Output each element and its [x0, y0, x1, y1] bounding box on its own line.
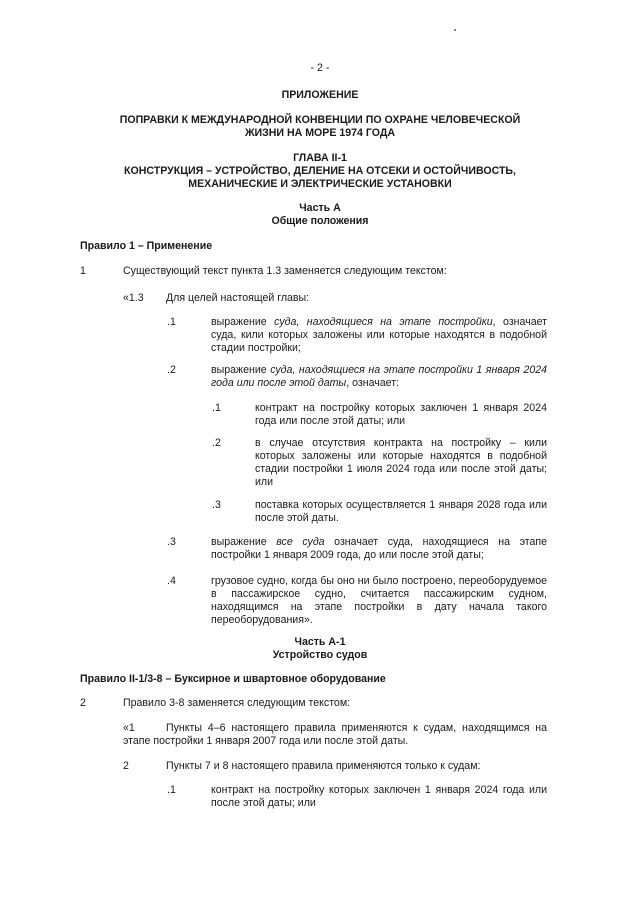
scan-speck — [454, 29, 456, 31]
regulation-1-heading: Правило 1 – Применение — [80, 240, 213, 252]
sub-subparagraph-3-number: .3 — [212, 499, 221, 511]
chapter-heading — [80, 152, 560, 191]
part-a1-heading — [80, 636, 560, 662]
paragraph-2-1-text: контракт на постройку которых заключен 1 января 2024 года или после этой даты; или — [211, 784, 547, 809]
sub-subparagraph-3-text: поставка которых осуществляется 1 января 2028 года или после этой даты. — [255, 499, 547, 524]
amendments-title — [80, 114, 560, 140]
item-1-text: Существующий текст пункта 1.3 заменяется следующим текстом: — [123, 265, 447, 277]
sub-subparagraph-1-text: контракт на постройку которых заключен 1 января 2024 года или после этой даты; или — [255, 402, 547, 427]
subparagraph-4-number: .4 — [167, 575, 176, 587]
regulation-3-8-heading: Правило II-1/3-8 – Буксирное и швартовное оборудование — [80, 673, 386, 685]
part-a1-label: Часть А-1 — [294, 636, 346, 648]
subparagraph-1-text: выражение суда, находящиеся на этапе постройки, означает суда, кили которых заложены или которые находятся в подобной стадии постройки; — [211, 316, 547, 354]
sub-subparagraph-2-text: в случае отсутствия контракта на постройку – кили которых заложены или которые находятся в подобной стадии постройки 1 июля 2024 года или после этой даты; или — [255, 437, 547, 488]
item-2-number: 2 — [80, 697, 86, 709]
defined-term: суда, находящиеся на этапе постройки 1 января 2024 года или после этой даты — [211, 364, 548, 389]
amendments-title-line1: ПОПРАВКИ К МЕЖДУНАРОДНОЙ КОНВЕНЦИИ ПО ОХРАНЕ ЧЕЛОВЕЧЕСКОЙ — [119, 114, 521, 126]
paragraph-1-3-number: «1.3 — [123, 292, 144, 304]
defined-term: все суда — [276, 536, 325, 548]
paragraph-2-1-number: .1 — [167, 784, 176, 796]
annex-title: ПРИЛОЖЕНИЕ — [281, 89, 359, 101]
subparagraph-3-number: .3 — [167, 536, 176, 548]
paragraph-1-text: Пункты 4–6 настоящего правила применяются к судам, находящимся на этапе постройки 1 января 2007 года или после этой даты. — [123, 722, 547, 747]
paragraph-2-number: 2 — [123, 760, 129, 772]
subparagraph-3-text: выражение все суда означает суда, находящиеся на этапе постройки 1 января 2009 года, до или после этой даты; — [211, 536, 547, 561]
item-2-text: Правило 3-8 заменяется следующим текстом: — [123, 697, 351, 709]
paragraph-1-3-text: Для целей настоящей главы: — [166, 292, 310, 304]
item-1-number: 1 — [80, 265, 86, 277]
sub-subparagraph-1-number: .1 — [212, 402, 221, 414]
sub-subparagraph-2-number: .2 — [212, 437, 221, 449]
defined-term: суда, находящиеся на этапе постройки — [274, 316, 493, 328]
page-number: - 2 - — [310, 62, 330, 74]
subparagraph-2-text: выражение суда, находящиеся на этапе постройки 1 января 2024 года или после этой даты, означает: — [211, 364, 548, 389]
part-a1-title: Устройство судов — [272, 649, 368, 661]
chapter-title-line2: МЕХАНИЧЕСКИЕ И ЭЛЕКТРИЧЕСКИЕ УСТАНОВКИ — [188, 178, 452, 190]
amendments-title-line2: ЖИЗНИ НА МОРЕ 1974 ГОДА — [244, 127, 396, 139]
paragraph-1-number: «1 — [123, 722, 135, 734]
paragraph-2-text: Пункты 7 и 8 настоящего правила применяются только к судам: — [166, 760, 481, 772]
subparagraph-4-text: грузовое судно, когда бы оно ни было построено, переоборудуемое в пассажирское судно, считается пассажирским судном, находящимся на этапе постройки в дату начала такого переоборудования». — [211, 575, 547, 626]
chapter-number: ГЛАВА II-1 — [293, 152, 347, 164]
subparagraph-2-number: .2 — [167, 364, 176, 376]
part-a-label: Часть А — [299, 202, 341, 214]
part-a-title: Общие положения — [271, 215, 369, 227]
part-a-heading — [80, 202, 560, 228]
subparagraph-1-number: .1 — [167, 316, 176, 328]
chapter-title-line1: КОНСТРУКЦИЯ – УСТРОЙСТВО, ДЕЛЕНИЕ НА ОТСЕКИ И ОСТОЙЧИВОСТЬ, — [124, 165, 516, 177]
